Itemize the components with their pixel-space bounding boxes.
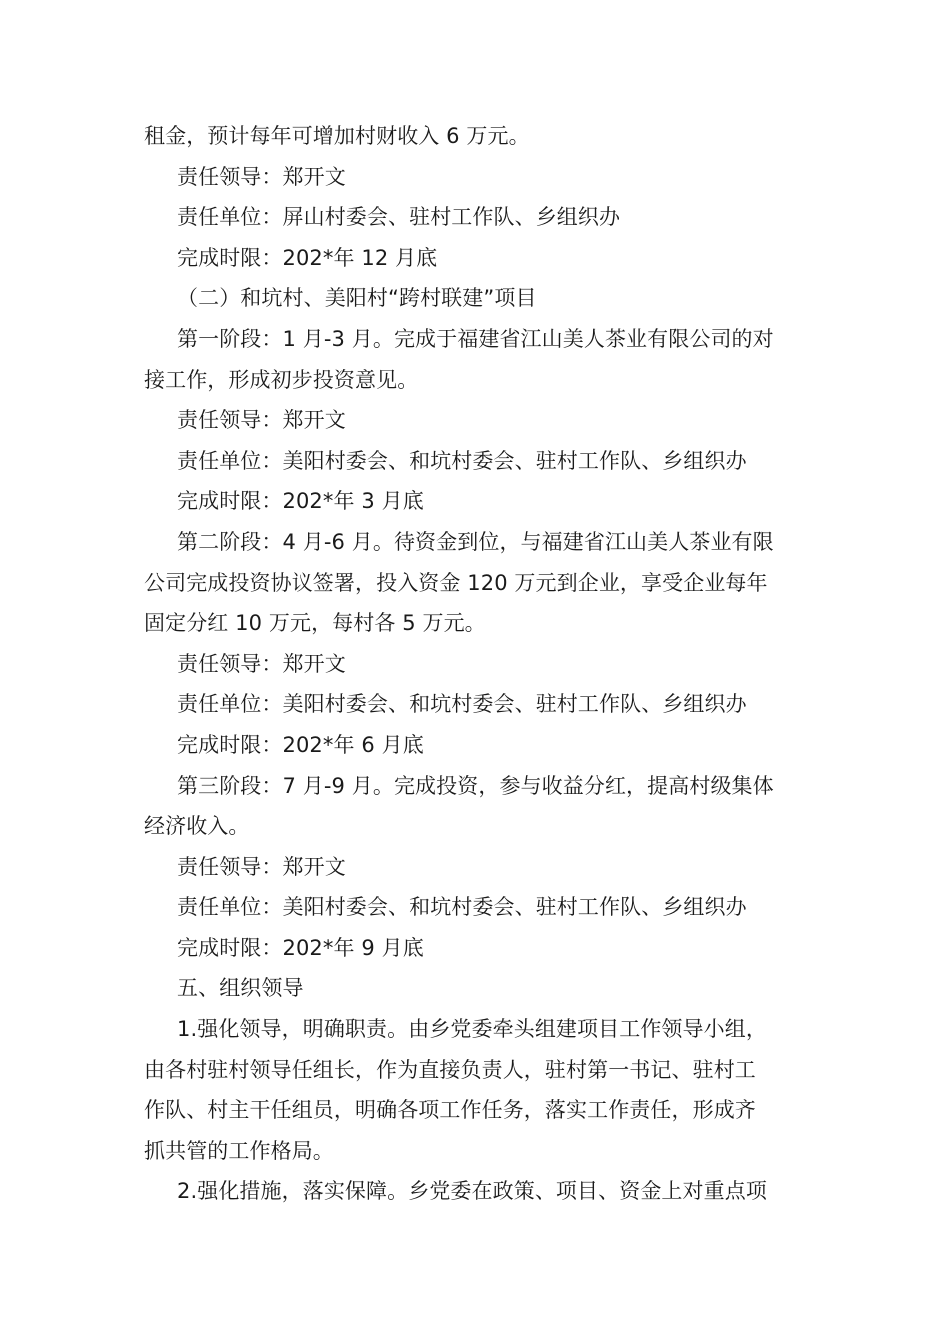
- text-line: 责任领导：郑开文: [177, 651, 346, 676]
- text-line: 责任领导：郑开文: [177, 408, 346, 433]
- text-line: 责任单位：美阳村委会、和坑村委会、驻村工作队、乡组织办: [177, 895, 747, 920]
- text-line: 责任单位：美阳村委会、和坑村委会、驻村工作队、乡组织办: [177, 692, 747, 717]
- text-line: 接工作，形成初步投资意见。: [144, 367, 419, 392]
- text-line: 责任单位：美阳村委会、和坑村委会、驻村工作队、乡组织办: [177, 448, 747, 473]
- text-line: 责任领导：郑开文: [177, 164, 346, 189]
- text-line: 经济收入。: [144, 814, 250, 839]
- text-line: 由各村驻村领导任组长，作为直接负责人，驻村第一书记、驻村工: [144, 1057, 756, 1082]
- section-heading: （二）和坑村、美阳村“跨村联建”项目: [177, 286, 537, 311]
- text-line: 完成时限：202*年 12 月底: [177, 245, 438, 270]
- text-line: 责任单位：屏山村委会、驻村工作队、乡组织办: [177, 205, 621, 230]
- text-line: 作队、村主干任组员，明确各项工作任务，落实工作责任，形成齐: [144, 1098, 756, 1123]
- text-line: 抓共管的工作格局。: [144, 1138, 334, 1163]
- text-line: 1.强化领导，明确职责。由乡党委牵头组建项目工作领导小组，: [177, 1017, 767, 1042]
- text-line: 第一阶段：1 月-3 月。完成于福建省江山美人茶业有限公司的对: [177, 326, 774, 351]
- document-body: [144, 116, 808, 1212]
- text-line: 固定分红 10 万元，每村各 5 万元。: [144, 611, 486, 636]
- text-line: 租金，预计每年可增加村财收入 6 万元。: [144, 124, 530, 148]
- text-line: 完成时限：202*年 3 月底: [177, 489, 424, 514]
- text-line: 完成时限：202*年 9 月底: [177, 935, 424, 960]
- text-line: 第三阶段：7 月-9 月。完成投资，参与收益分红，提高村级集体: [177, 773, 774, 798]
- text-line: 第二阶段：4 月-6 月。待资金到位，与福建省江山美人茶业有限: [177, 529, 774, 554]
- text-line: 2.强化措施，落实保障。乡党委在政策、项目、资金上对重点项: [177, 1179, 767, 1204]
- section-heading: 五、组织领导: [177, 976, 304, 1001]
- text-line: 完成时限：202*年 6 月底: [177, 732, 424, 757]
- text-line: 公司完成投资协议签署，投入资金 120 万元到企业，享受企业每年: [144, 570, 768, 595]
- text-line: 责任领导：郑开文: [177, 854, 346, 879]
